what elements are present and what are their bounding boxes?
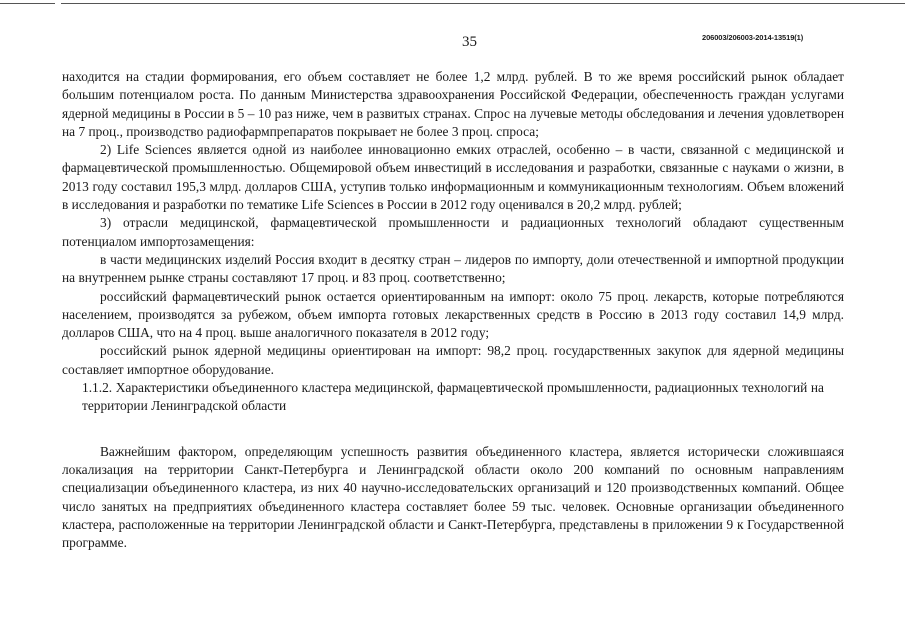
paragraph-import-substitution: 3) отрасли медицинской, фармацевтической промышленности и радиационных технологий обладают существенным потенциалом импортозамещения:: [62, 215, 844, 249]
paragraph-pharma-market: российский фармацевтический рынок остается ориентированным на импорт: около 75 проц. лекарств, которые потребляются населением, производятся за рубежом, объем импорта готовых лекарственных средств в Россию в 2013 году составил 14,9 млрд. долларов США, что на 4 проц. выше аналогичного показателя в 2012 году;: [62, 288, 844, 341]
paragraph-medical-devices: в части медицинских изделий Россия входит в десятку стран – лидеров по импорту, доли отечественной и импортной продукции на внутреннем рынке страны составляют 17 проц. и 83 проц. соответственно;: [62, 251, 844, 286]
page-number: 35: [462, 34, 477, 50]
section-heading: 1.1.2. Характеристики объединенного кластера медицинской, фармацевтической промышленности, радиационных технологий на территории Ленинградской области: [82, 380, 824, 414]
paragraph-continuation: находится на стадии формирования, его объем составляет не более 1,2 млрд. рублей. В то же время российский рынок обладает большим потенциалом роста. По данным Министерства здравоохранения Российской Федерации, обеспеченность граждан услугами ядерной медицины в России в 5 – 10 раз ниже, чем в развитых странах. Спрос на лучевые методы обследования и лечения удовлетворен на 7 проц., производство радиофармпрепаратов покрывает не более 3 проц. спроса;: [62, 69, 844, 139]
top-border-line: [0, 3, 905, 4]
paragraph-cluster-overview: Важнейшим фактором, определяющим успешность развития объединенного кластера, является исторически сложившаяся локализация на территории Санкт-Петербурга и Ленинградской области около 200 компаний по основным направлениям специализации объединенного кластера, из них 40 научно-исследовательских организаций и 120 производственных компаний. Общее число занятых на предприятиях объединенного кластера составляет более 59 тыс. человек. Основные организации объединенного кластера, расположенные на территории Ленинградской области и Санкт-Петербурга, представлены в приложении 9 к Государственной программе.: [62, 443, 844, 551]
document-body: [62, 68, 844, 552]
heading-spacer: [62, 416, 844, 443]
paragraph-life-sciences: 2) Life Sciences является одной из наиболее инновационно емких отраслей, особенно – в части, связанной с медицинской и фармацевтической промышленностью. Общемировой объем инвестиций в исследования и разработки, связанные с науками о жизни, в 2013 году составил 195,3 млрд. долларов США, уступив только информационным и коммуникационным технологиям. Объем вложений в исследования и разработки по тематике Life Sciences в России в 2012 году оценивался в 20,2 млрд. рублей;: [62, 142, 844, 213]
paragraph-nuclear-medicine: российский рынок ядерной медицины ориентирован на импорт: 98,2 проц. государственных закупок для ядерной медицины составляет импортное оборудование.: [62, 343, 844, 377]
top-border-gap: [55, 1, 61, 6]
document-id: 206003/206003-2014-13519(1): [702, 33, 804, 42]
